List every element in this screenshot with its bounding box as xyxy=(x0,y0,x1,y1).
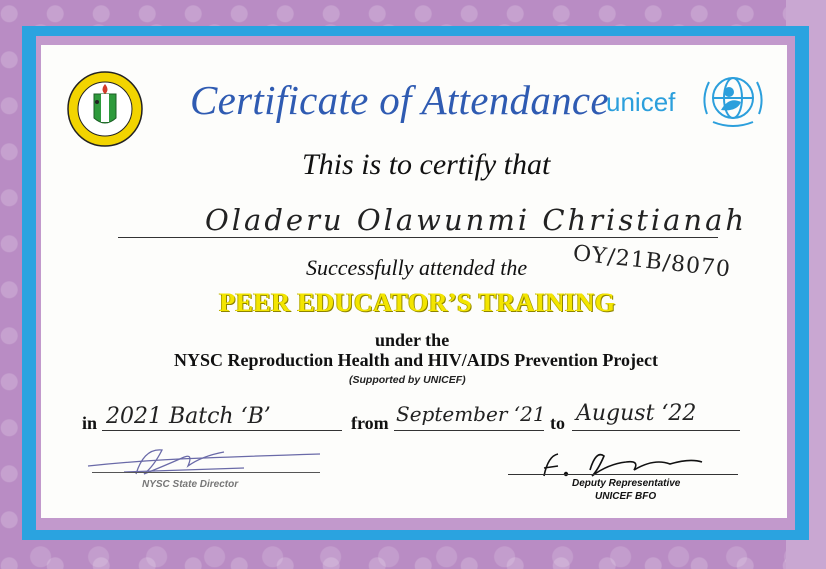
nysc-logo-icon xyxy=(66,70,144,148)
to-underline xyxy=(572,430,740,431)
right-signature-line xyxy=(508,474,738,475)
right-signature-caption-1: Deputy Representative xyxy=(572,478,681,489)
right-signature-caption-2: UNICEF BFO xyxy=(595,491,657,502)
supported-by: (Supported by UNICEF) xyxy=(349,374,466,386)
batch-value: 2021 Batch ‘B’ xyxy=(106,404,271,429)
from-underline xyxy=(394,430,544,431)
certify-text: This is to certify that xyxy=(302,148,551,181)
from-value: September ‘21 xyxy=(396,402,546,426)
attended-text: Successfully attended the xyxy=(306,255,528,280)
name-underline xyxy=(118,237,718,238)
to-label: to xyxy=(550,413,565,433)
training-name: PEER EDUCATOR’S TRAINING xyxy=(219,288,616,317)
to-value: August ‘22 xyxy=(576,401,697,426)
unicef-wordmark: unicef xyxy=(606,87,676,117)
unicef-emblem-icon xyxy=(699,70,767,130)
project-name: NYSC Reproduction Health and HIV/AIDS Prevention Project xyxy=(173,350,658,370)
left-signature-line xyxy=(92,472,320,473)
batch-prefix: in xyxy=(82,413,98,433)
under-text: under the xyxy=(375,330,450,350)
state-code: OY/21B/8070 xyxy=(571,241,732,283)
from-label: from xyxy=(351,413,389,433)
certificate-title: Certificate of Attendance xyxy=(190,77,609,123)
state-director-signature xyxy=(84,440,324,480)
left-signature-caption: NYSC State Director xyxy=(142,479,239,490)
batch-underline xyxy=(102,430,342,431)
recipient-name: Oladeru Olawunmi Christianah xyxy=(205,203,748,237)
